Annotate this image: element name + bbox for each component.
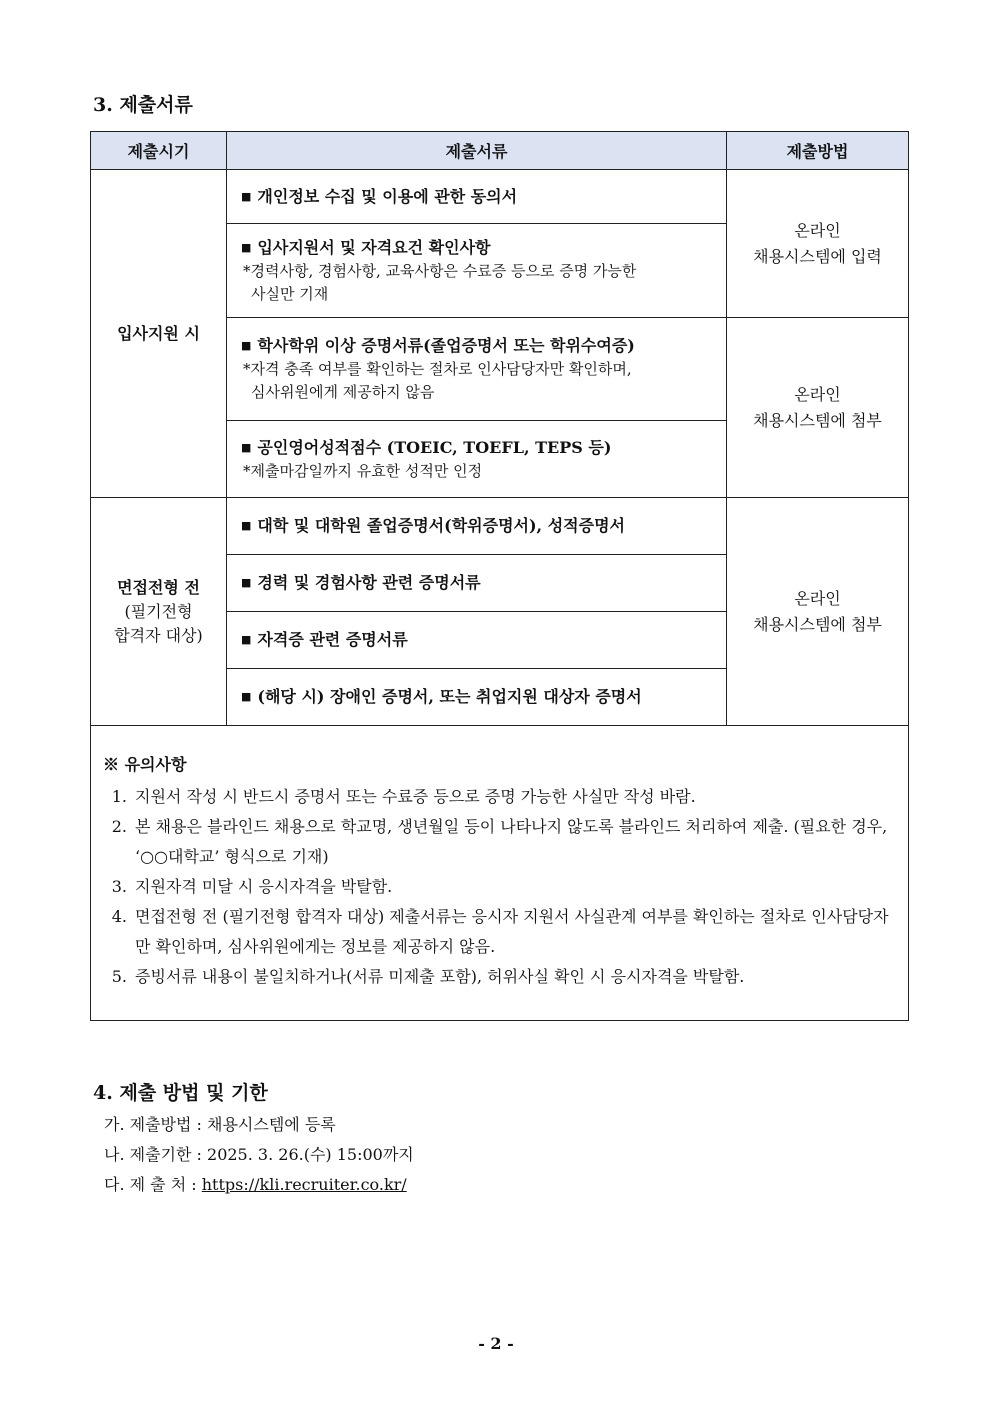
method-line: 채용시스템에 첨부 [753, 614, 882, 634]
document-item [227, 224, 727, 318]
period-title: 면접전형 전 [117, 577, 200, 597]
document-item [227, 555, 727, 612]
document-title: ■ 대학 및 대학원 졸업증명서(학위증명서), 성적증명서 [241, 514, 716, 538]
document-title: ■ 공인영어성적점수 (TOEIC, TOEFL, TEPS 등) [241, 436, 716, 460]
document-title: ■ 경력 및 경험사항 관련 증명서류 [241, 571, 716, 595]
notes-row [91, 726, 909, 1021]
method-line: 온라인 [794, 384, 841, 404]
method-online-input [727, 170, 909, 318]
method-online-attach [727, 318, 909, 498]
period-subtitle: 합격자 대상) [114, 625, 203, 645]
table-header-row [91, 132, 909, 170]
document-title: ■ 자격증 관련 증명서류 [241, 628, 716, 652]
list-number: 5. [111, 967, 127, 986]
info-value: 채용시스템에 등록 [207, 1115, 336, 1134]
method-line: 온라인 [794, 220, 841, 240]
info-label: 나. 제출기한 : [104, 1145, 208, 1164]
list-text: 면접전형 전 (필기전형 합격자 대상) 제출서류는 응시자 지원서 사실관계 여부를 확인하는 절차로 인사담당자만 확인하며, 심사위원에게는 정보를 제공하지 않음. [135, 907, 889, 956]
period-subtitle: (필기전형 [124, 601, 193, 621]
info-row [104, 1170, 414, 1200]
method-line: 채용시스템에 첨부 [753, 410, 882, 430]
document-title: ■ 개인정보 수집 및 이용에 관한 동의서 [241, 185, 716, 209]
list-text: 본 채용은 블라인드 채용으로 학교명, 생년월일 등이 나타나지 않도록 블라인드 처리하여 제출. (필요한 경우, ‘○○대학교’ 형식으로 기재) [135, 817, 888, 866]
document-note: *제출마감일까지 유효한 성적만 인정 [243, 461, 483, 480]
header-documents: 제출서류 [227, 132, 727, 170]
period-application: 입사지원 시 [91, 170, 227, 498]
list-item [101, 902, 898, 962]
notes-list [101, 782, 898, 992]
document-note: 사실만 기재 [251, 284, 329, 303]
list-item [101, 872, 898, 902]
info-row [104, 1110, 414, 1140]
method-line: 채용시스템에 입력 [753, 246, 882, 266]
method-online-attach [727, 498, 909, 726]
document-item [227, 318, 727, 421]
document-note: *자격 충족 여부를 확인하는 절차로 인사담당자만 확인하며, [243, 360, 632, 378]
info-label: 가. 제출방법 : [104, 1115, 208, 1134]
list-text: 지원서 작성 시 반드시 증명서 또는 수료증 등으로 증명 가능한 사실만 작성 바람. [135, 787, 696, 806]
document-note: *경력사항, 경험사항, 교육사항은 수료증 등으로 증명 가능한 [243, 261, 637, 280]
document-item [227, 170, 727, 224]
page-number: - 2 - [478, 1334, 514, 1353]
list-text: 증빙서류 내용이 불일치하거나(서류 미제출 포함), 허위사실 확인 시 응시자격을 박탈함. [135, 967, 745, 986]
section-3-title: 3. 제출서류 [93, 94, 193, 116]
document-item [227, 669, 727, 726]
document-title: ■ 입사지원서 및 자격요건 확인사항 [241, 236, 716, 260]
document-title: ■ 학사학위 이상 증명서류(졸업증명서 또는 학위수여증) [241, 334, 716, 358]
submission-info [104, 1110, 414, 1200]
notes-box [91, 726, 909, 1021]
notes-title: ※ 유의사항 [103, 755, 187, 774]
submission-url-link[interactable]: https://kli.recruiter.co.kr/ [201, 1175, 407, 1194]
info-value: 2025. 3. 26.(수) 15:00까지 [207, 1145, 414, 1164]
list-number: 2. [111, 817, 127, 836]
header-method: 제출방법 [727, 132, 909, 170]
list-item [101, 782, 898, 812]
list-number: 1. [111, 787, 127, 806]
table-row [91, 170, 909, 224]
document-note: 심사위원에게 제공하지 않음 [251, 383, 435, 401]
list-item [101, 962, 898, 992]
period-interview [91, 498, 227, 726]
info-label: 다. 제 출 처 : [104, 1175, 202, 1194]
document-title: ■ (해당 시) 장애인 증명서, 또는 취업지원 대상자 증명서 [241, 685, 716, 709]
table-row [91, 498, 909, 555]
info-row [104, 1140, 414, 1170]
list-number: 4. [111, 907, 127, 926]
method-line: 온라인 [794, 588, 841, 608]
header-period: 제출시기 [91, 132, 227, 170]
documents-table [90, 131, 909, 1021]
list-number: 3. [111, 877, 127, 896]
list-text: 지원자격 미달 시 응시자격을 박탈함. [135, 877, 393, 896]
document-item [227, 612, 727, 669]
document-item [227, 421, 727, 498]
list-item [101, 812, 898, 872]
document-item [227, 498, 727, 555]
section-4-title: 4. 제출 방법 및 기한 [93, 1082, 268, 1104]
